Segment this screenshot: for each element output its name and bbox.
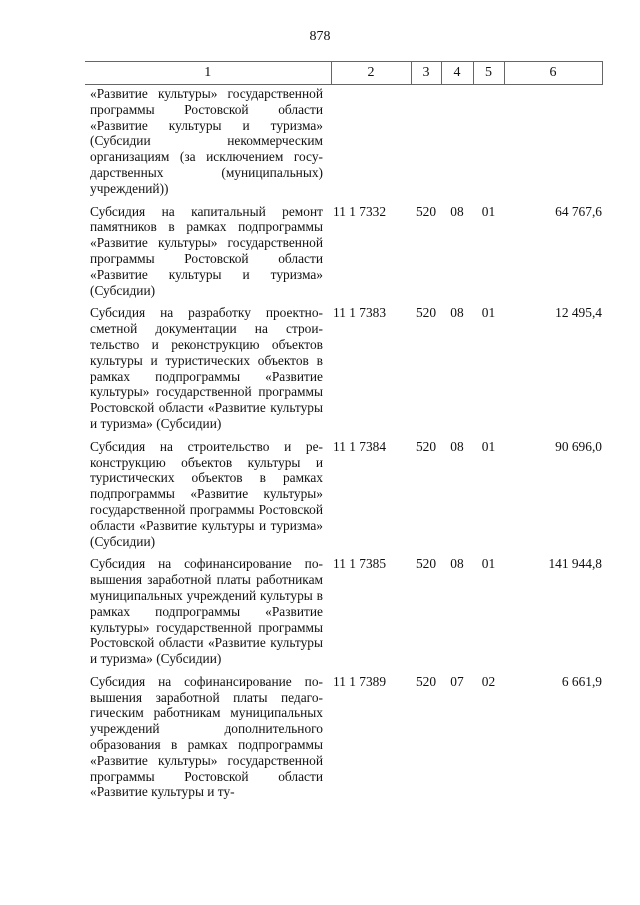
table-row (85, 85, 602, 203)
row-expense-type (411, 85, 441, 203)
budget-table (85, 61, 603, 806)
table-row (85, 438, 602, 556)
row-subsection: 01 (481, 438, 496, 454)
row-description: Субсидия на разработку проектно-сметной документации на строительство и реконструкцию объектов культуры и туристических объектов в рамках подпрограммы «Развитие культуры» государственной программы Ростовской области «Развитие культуры и туризма» (Субсидии) (90, 305, 323, 431)
row-expense-type: 520 (415, 305, 437, 321)
column-header-3: 3 (411, 62, 441, 85)
table-row (85, 203, 602, 305)
row-expense-type: 520 (415, 438, 437, 454)
row-description: Субсидия на софинансирование повышения заработной платы работникам муниципальных учреждений культуры в рамках подпрограммы «Развитие культуры» государственной программы Ростовской области «Развитие культуры и туризма» (Субсидии) (90, 556, 323, 667)
row-subsection: 01 (481, 305, 496, 321)
row-description: «Развитие культуры» государственной программы Ростовской области «Развитие культуры и туризма» (Субсидии некоммерческим организациям (за исключением государственных (муниципальных) учреждений)) (90, 86, 323, 196)
row-description: Субсидия на строительство и реконструкцию объектов культуры и туристических объектов в рамках подпрограммы «Развитие культуры» государственной программы Ростовской области «Развитие культуры и туризма» (Субсидии) (90, 438, 323, 549)
row-subsection: 01 (481, 556, 496, 572)
row-section: 08 (450, 556, 464, 572)
row-amount (504, 85, 602, 203)
row-subsection (473, 85, 504, 203)
column-header-6: 6 (504, 62, 602, 85)
row-target-code: 11 1 7383 (333, 305, 387, 321)
row-description: Субсидия на капитальный ремонт памятников в рамках подпрограммы «Развитие культуры» государственной программы Ростовской области «Развитие культуры и туризма» (Субсидии) (90, 203, 323, 298)
row-amount: 90 696,0 (555, 438, 602, 454)
row-description: Субсидия на софинансирование повышения заработной платы педагогическим работникам муниципальных учреждений дополнительного образования в рамках подпрограммы «Развитие культуры» государственной программы Ростовской области «Развитие культуры и ту- (90, 673, 323, 800)
row-amount: 6 661,9 (561, 673, 602, 689)
row-section: 08 (450, 203, 464, 219)
row-amount: 12 495,4 (555, 305, 602, 321)
row-target-code: 11 1 7384 (333, 438, 387, 454)
row-amount: 64 767,6 (555, 203, 602, 219)
row-section: 08 (450, 438, 464, 454)
column-header-4: 4 (441, 62, 473, 85)
row-target-code: 11 1 7332 (333, 203, 387, 219)
column-header-5: 5 (473, 62, 504, 85)
column-header-1: 1 (85, 62, 331, 85)
row-amount: 141 944,8 (548, 556, 602, 572)
row-section: 07 (450, 673, 464, 689)
page-number: 878 (309, 29, 331, 44)
table-row (85, 304, 602, 437)
row-subsection: 01 (481, 203, 496, 219)
row-target-code: 11 1 7389 (333, 673, 387, 689)
column-header-2: 2 (331, 62, 411, 85)
row-section (441, 85, 473, 203)
row-section: 08 (450, 305, 464, 321)
row-expense-type: 520 (415, 556, 437, 572)
table-header-row (85, 62, 602, 85)
table-row (85, 555, 602, 673)
row-subsection: 02 (481, 673, 496, 689)
row-target-code (331, 85, 411, 203)
row-target-code: 11 1 7385 (333, 556, 387, 572)
row-expense-type: 520 (415, 673, 437, 689)
row-expense-type: 520 (415, 203, 437, 219)
table-row (85, 673, 602, 806)
